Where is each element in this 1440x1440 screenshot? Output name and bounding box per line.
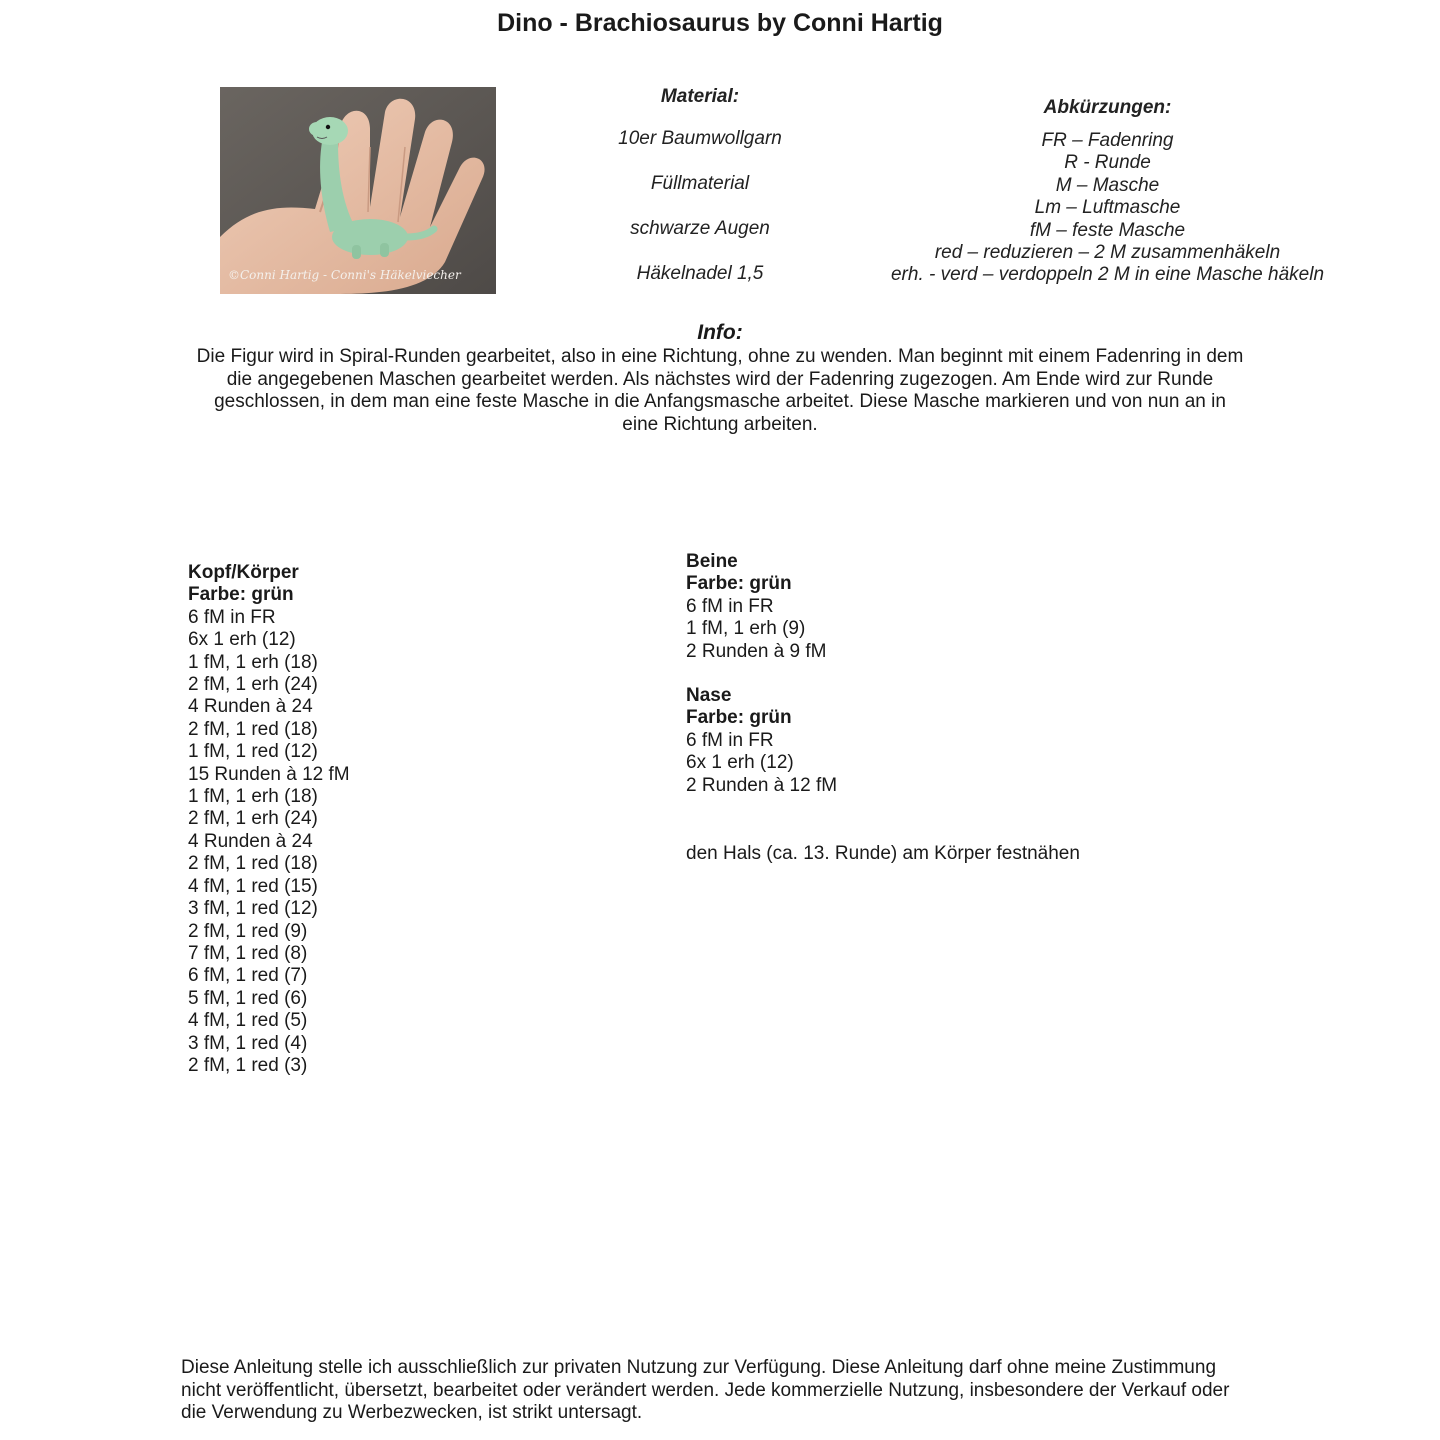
pattern-row: 3 fM, 1 red (4) (188, 1032, 308, 1054)
kopf-color: Farbe: grün (188, 584, 294, 606)
info-heading: Info: (697, 321, 743, 344)
nase-section (686, 685, 1186, 797)
material-item: Füllmaterial (650, 173, 750, 194)
pattern-row: 2 fM, 1 erh (24) (188, 674, 318, 696)
pattern-row: 4 Runden à 24 (188, 696, 313, 718)
info-line: geschlossen, in dem man eine feste Masche in die Anfangsmasche arbeitet. Diese Masche markieren und von nun an in (214, 391, 1226, 412)
kopf-heading: Kopf/Körper (188, 562, 299, 583)
pattern-row: 6 fM in FR (686, 729, 774, 751)
pattern-row: 2 fM, 1 red (18) (188, 853, 318, 875)
pattern-row: 1 fM, 1 erh (18) (188, 786, 318, 808)
pattern-row: 1 fM, 1 erh (9) (686, 618, 806, 640)
nase-heading: Nase (686, 685, 732, 706)
pattern-row: 7 fM, 1 red (8) (188, 942, 308, 964)
pattern-row: 2 Runden à 9 fM (686, 640, 827, 662)
dino-photo (220, 87, 496, 294)
info-line: die angegebenen Maschen gearbeitet werden. Als nächstes wird der Fadenring zugezogen. Am Ende wird zur Runde (226, 368, 1214, 390)
material-item: 10er Baumwollgarn (618, 128, 782, 149)
pattern-row: 6 fM in FR (686, 595, 774, 617)
abbreviations-heading: Abkürzungen: (1043, 97, 1172, 118)
abbreviation-item: R - Runde (1064, 152, 1151, 174)
material-item: schwarze Augen (630, 218, 770, 239)
abbreviation-item: M – Masche (1055, 174, 1160, 196)
beine-section (686, 551, 1186, 663)
info-line: eine Richtung arbeiten. (622, 413, 818, 435)
pattern-row: 6 fM in FR (188, 606, 276, 628)
pattern-row: 3 fM, 1 red (12) (188, 898, 318, 920)
abbreviation-item: erh. - verd – verdoppeln 2 M in eine Masche häkeln (890, 264, 1325, 286)
pattern-row: 2 fM, 1 red (18) (188, 718, 318, 740)
material-section (560, 84, 840, 308)
info-line: Die Figur wird in Spiral-Runden gearbeitet, also in eine Richtung, ohne zu wenden. Man beginnt mit einem Fadenring in dem (196, 346, 1244, 367)
beine-heading: Beine (686, 551, 738, 572)
abbreviation-item: red – reduzieren – 2 M zusammenhäkeln (934, 242, 1281, 264)
pattern-row: 5 fM, 1 red (6) (188, 987, 308, 1009)
beine-color: Farbe: grün (686, 573, 792, 595)
abbreviation-item: Lm – Luftmasche (1034, 197, 1181, 219)
pattern-row: 6x 1 erh (12) (686, 752, 794, 774)
info-section (175, 320, 1265, 436)
pattern-row: 15 Runden à 12 fM (188, 763, 350, 785)
footer-line: Diese Anleitung stelle ich ausschließlich zur privaten Nutzung zur Verfügung. Diese Anleitung darf ohne meine Zustimmung (181, 1357, 1217, 1378)
pattern-row: 6x 1 erh (12) (188, 629, 296, 651)
material-item: Häkelnadel 1,5 (636, 263, 764, 284)
abbreviation-item: FR – Fadenring (1041, 130, 1174, 151)
photo-watermark: ©Conni Hartig - Conni's Häkelviecher (228, 268, 461, 282)
pattern-row: 4 Runden à 24 (188, 830, 313, 852)
pattern-row: 4 fM, 1 red (5) (188, 1010, 308, 1032)
pattern-row: 6 fM, 1 red (7) (188, 965, 308, 987)
pattern-row: 1 fM, 1 red (12) (188, 741, 318, 763)
footer-disclaimer (181, 1357, 1271, 1425)
material-heading: Material: (660, 86, 740, 107)
pattern-row: 2 fM, 1 red (3) (188, 1054, 308, 1076)
pattern-row: 2 fM, 1 erh (24) (188, 808, 318, 830)
pattern-row: 2 fM, 1 red (9) (188, 920, 308, 942)
pattern-row: 2 Runden à 12 fM (686, 774, 838, 796)
page-title: Dino - Brachiosaurus by Conni Hartig (497, 9, 943, 37)
footer-line: die Verwendung zu Werbezwecken, ist strikt untersagt. (181, 1402, 643, 1423)
hals-note: den Hals (ca. 13. Runde) am Körper festnähen (686, 843, 1080, 864)
dino-photo-image (220, 87, 496, 294)
pattern-row: 4 fM, 1 red (15) (188, 875, 318, 897)
footer-line: nicht veröffentlicht, übersetzt, bearbeitet oder verändert werden. Jede kommerzielle Nutzung, insbesondere der Verkauf oder (181, 1379, 1230, 1401)
abbreviations-section (860, 95, 1355, 287)
pattern-row: 1 fM, 1 erh (18) (188, 651, 318, 673)
abbreviation-item: fM – feste Masche (1029, 219, 1186, 241)
kopf-koerper-section (188, 562, 608, 1077)
nase-color: Farbe: grün (686, 707, 792, 729)
